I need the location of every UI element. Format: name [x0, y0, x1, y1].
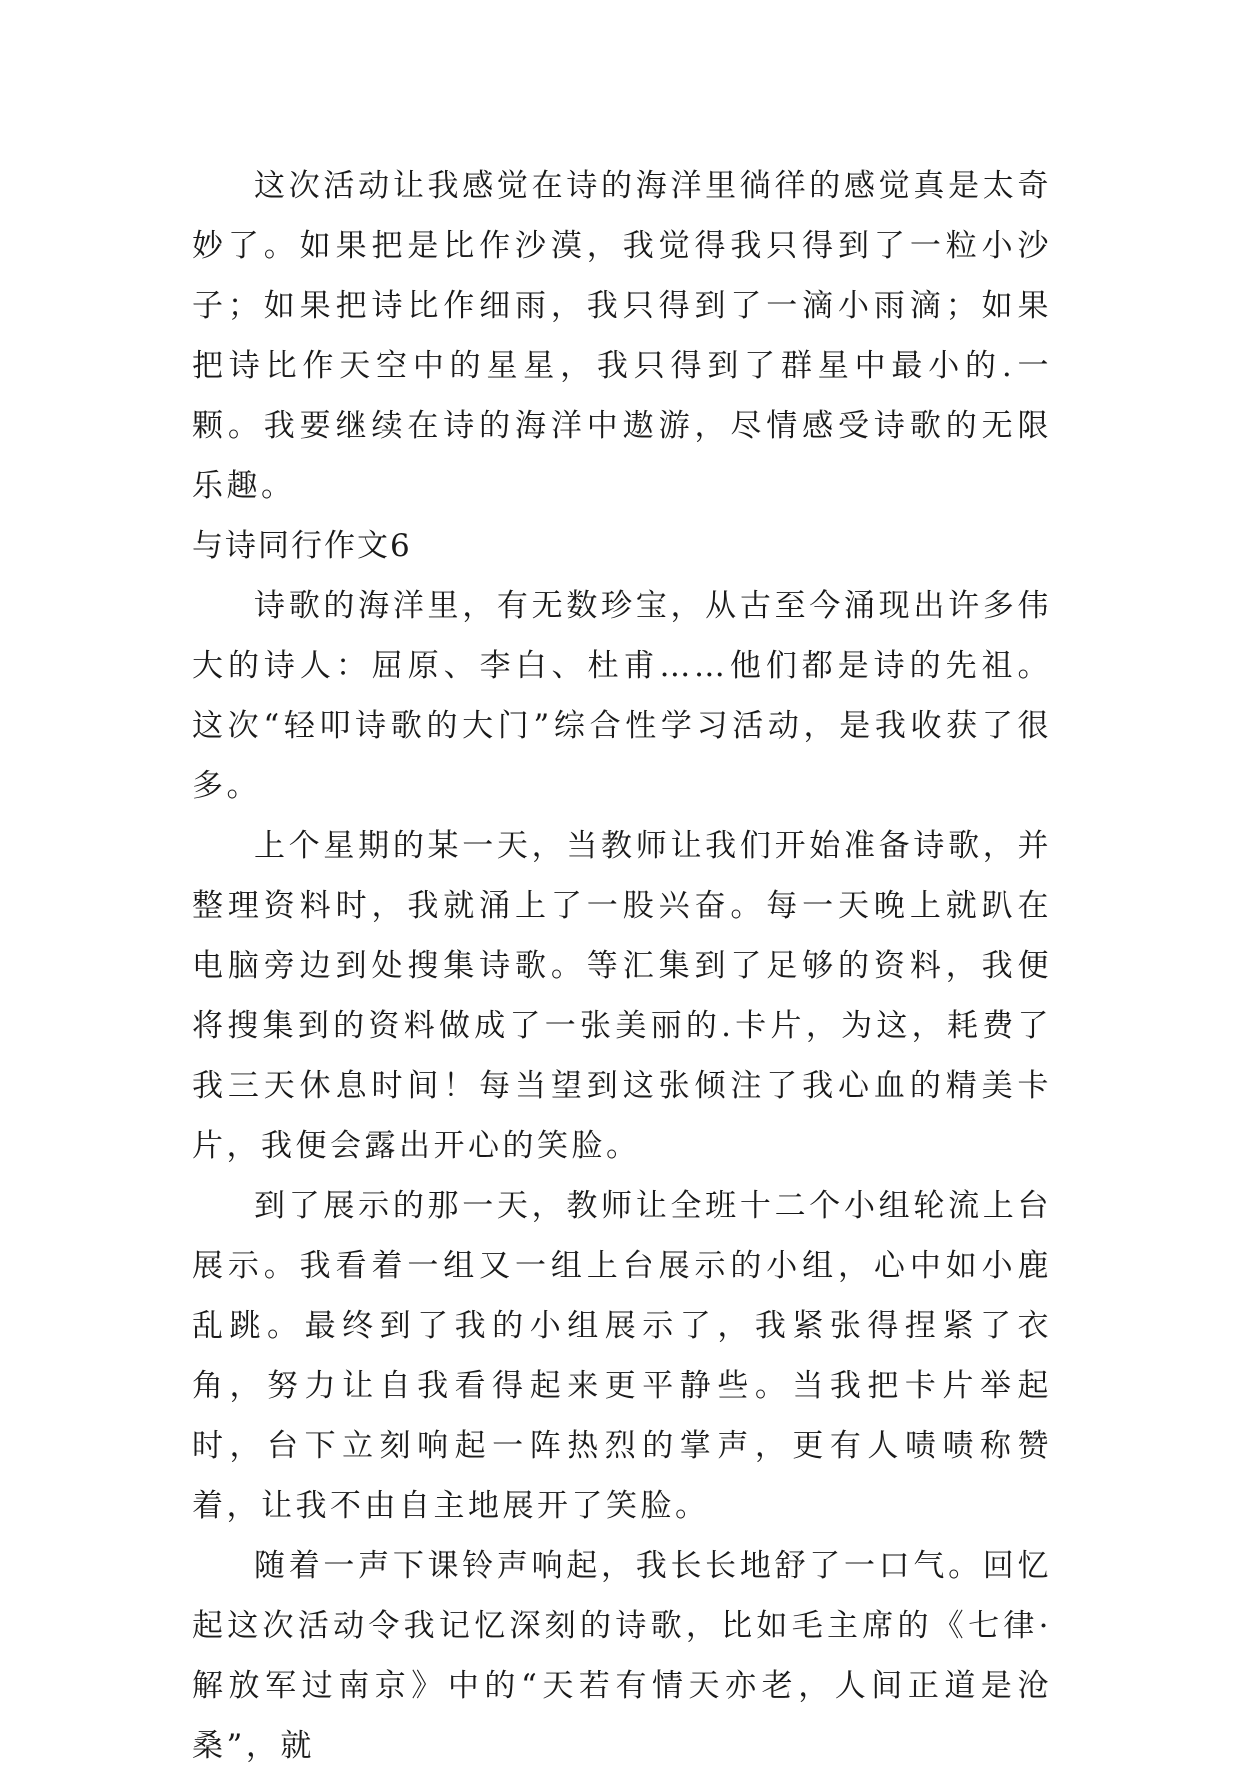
document-body: [192, 156, 1052, 1776]
paragraph: 这次活动让我感觉在诗的海洋里徜徉的感觉真是太奇妙了。如果把是比作沙漠，我觉得我只得到了一粒小沙子；如果把诗比作细雨，我只得到了一滴小雨滴；如果把诗比作天空中的星星，我只得到了群星中最小的.一颗。我要继续在诗的海洋中遨游，尽情感受诗歌的无限乐趣。: [192, 168, 1052, 504]
paragraph: 随着一声下课铃声响起，我长长地舒了一口气。回忆起这次活动令我记忆深刻的诗歌，比如毛主席的《七律·解放军过南京》中的“天若有情天亦老，人间正道是沧桑”，就: [192, 1548, 1052, 1764]
paragraph: 上个星期的某一天，当教师让我们开始准备诗歌，并整理资料时，我就涌上了一股兴奋。每一天晚上就趴在电脑旁边到处搜集诗歌。等汇集到了足够的资料，我便将搜集到的资料做成了一张美丽的.卡片，为这，耗费了我三天休息时间！每当望到这张倾注了我心血的精美卡片，我便会露出开心的笑脸。: [192, 828, 1052, 1164]
section-heading: 与诗同行作文6: [192, 528, 412, 564]
paragraph: 诗歌的海洋里，有无数珍宝，从古至今涌现出许多伟大的诗人：屈原、李白、杜甫……他们都是诗的先祖。这次“轻叩诗歌的大门”综合性学习活动，是我收获了很多。: [192, 588, 1052, 804]
paragraph: 到了展示的那一天，教师让全班十二个小组轮流上台展示。我看着一组又一组上台展示的小组，心中如小鹿乱跳。最终到了我的小组展示了，我紧张得捏紧了衣角，努力让自我看得起来更平静些。当我把卡片举起时，台下立刻响起一阵热烈的掌声，更有人啧啧称赞着，让我不由自主地展开了笑脸。: [192, 1188, 1052, 1524]
